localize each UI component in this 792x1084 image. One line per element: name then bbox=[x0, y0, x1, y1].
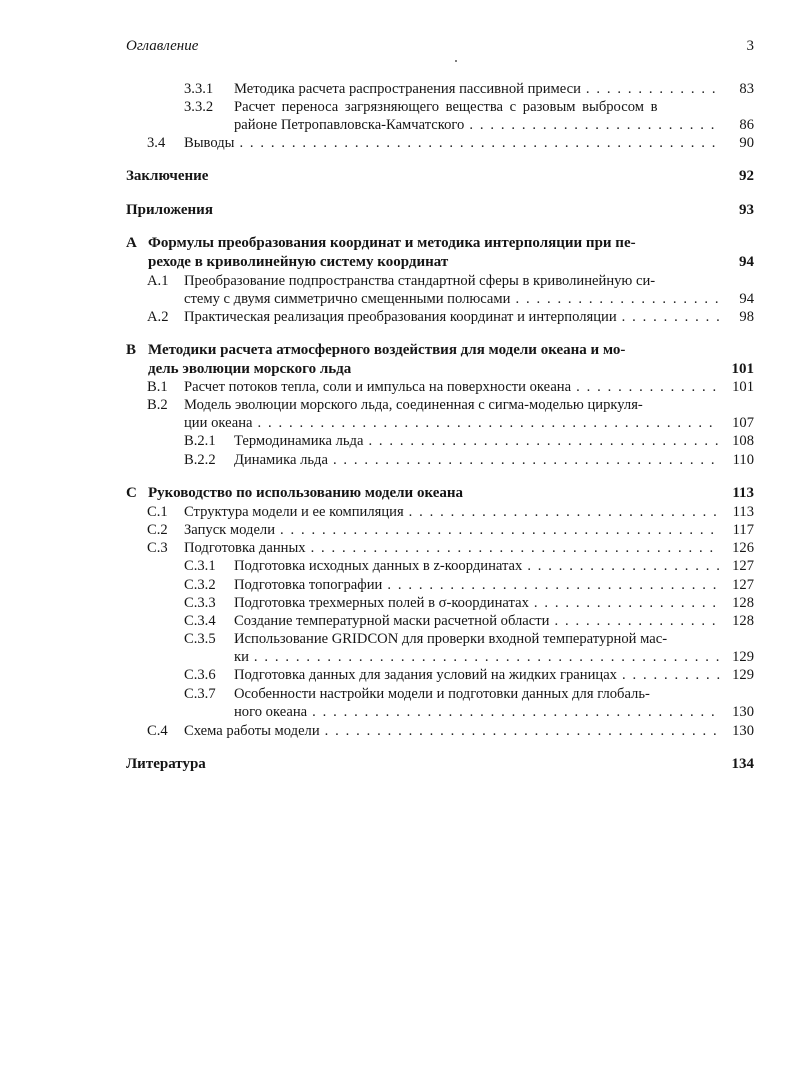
entry-title-line1: Особенности настройки модели и подготовки данных для глобаль- bbox=[234, 686, 650, 702]
entry-page: 127 bbox=[732, 577, 754, 593]
entry-title-line2: ции океана bbox=[184, 415, 253, 431]
entry-title: Практическая реализация преобразования координат и интерполяции bbox=[184, 309, 617, 325]
entry-page: 92 bbox=[739, 168, 754, 184]
toc-entry-c-3-5[interactable] bbox=[0, 630, 792, 666]
entry-page: 130 bbox=[732, 723, 754, 739]
toc-entry-c-3-2[interactable] bbox=[0, 576, 792, 594]
entry-title: Подготовка исходных данных в z-координатах bbox=[234, 558, 523, 574]
toc-entry-b-2[interactable] bbox=[0, 396, 792, 432]
running-title: Оглавление bbox=[126, 38, 199, 54]
entry-page: 98 bbox=[739, 309, 754, 325]
entry-number: C.3.2 bbox=[184, 577, 216, 593]
entry-title: Подготовка трехмерных полей в σ-координатах bbox=[234, 595, 529, 611]
entry-number: B bbox=[126, 342, 137, 358]
toc-chapter-a[interactable] bbox=[0, 234, 792, 272]
toc-chapter-conclusion[interactable] bbox=[0, 167, 792, 185]
entry-number: C.3.6 bbox=[184, 667, 216, 683]
entry-page: 113 bbox=[732, 504, 754, 520]
dot-leader bbox=[275, 521, 720, 539]
dot-leader bbox=[382, 576, 720, 594]
entry-page: 128 bbox=[732, 613, 754, 629]
entry-page: 101 bbox=[732, 379, 754, 395]
entry-page: 101 bbox=[731, 361, 754, 377]
toc-entry-b-2-2[interactable] bbox=[0, 451, 792, 469]
entry-title: Выводы bbox=[184, 135, 235, 151]
toc-entry-c-3-3[interactable] bbox=[0, 594, 792, 612]
entry-title-line2: ного океана bbox=[234, 704, 308, 720]
entry-title-line1: Преобразование подпространства стандартной сферы в криволинейную си- bbox=[184, 273, 656, 289]
toc-entry-3-3-2[interactable] bbox=[0, 98, 792, 134]
dot-leader bbox=[510, 290, 720, 308]
entry-page: 113 bbox=[732, 485, 754, 501]
toc-entry-c-3-7[interactable] bbox=[0, 685, 792, 721]
entry-title: Руководство по использованию модели океана bbox=[148, 485, 464, 501]
entry-number: C.3.7 bbox=[184, 686, 216, 702]
entry-number: C.3.5 bbox=[184, 631, 216, 647]
toc-entry-3-4[interactable] bbox=[0, 134, 792, 152]
dot-leader bbox=[464, 116, 720, 134]
dot-leader bbox=[328, 451, 720, 469]
entry-title-line1: Модель эволюции морского льда, соединенная с сигма-моделью циркуля- bbox=[184, 397, 643, 413]
entry-title: Приложения bbox=[126, 202, 213, 218]
entry-title: Расчет потоков тепла, соли и импульса на поверхности океана bbox=[184, 379, 572, 395]
entry-page: 94 bbox=[739, 254, 754, 270]
entry-title: Создание температурной маски расчетной области bbox=[234, 613, 550, 629]
entry-number: C.4 bbox=[147, 723, 168, 739]
entry-title: Запуск модели bbox=[184, 522, 276, 538]
entry-page: 90 bbox=[739, 135, 754, 151]
entry-number: C.1 bbox=[147, 504, 168, 520]
entry-title-line2: стему с двумя симметрично смещенными полюсами bbox=[184, 291, 511, 307]
entry-number: 3.4 bbox=[147, 135, 166, 151]
entry-page: 126 bbox=[732, 540, 754, 556]
entry-number: B.2.2 bbox=[184, 452, 216, 468]
toc-entry-c-3-1[interactable] bbox=[0, 557, 792, 575]
entry-page: 117 bbox=[732, 522, 754, 538]
entry-page: 130 bbox=[732, 704, 754, 720]
entry-number: C.3 bbox=[147, 540, 168, 556]
dot-leader bbox=[253, 414, 720, 432]
entry-page: 94 bbox=[739, 291, 754, 307]
entry-title-line1: Формулы преобразования координат и методика интерполяции при пе- bbox=[148, 235, 636, 251]
entry-title: Заключение bbox=[126, 168, 209, 184]
entry-page: 134 bbox=[731, 756, 754, 772]
dot-leader bbox=[249, 648, 720, 666]
dot-leader bbox=[307, 703, 720, 721]
toc-entry-b-1[interactable] bbox=[0, 378, 792, 396]
dot-leader bbox=[320, 722, 720, 740]
entry-page: 110 bbox=[732, 452, 754, 468]
entry-title-line1: Методики расчета атмосферного воздействия для модели океана и мо- bbox=[148, 342, 626, 358]
toc-chapter-b[interactable] bbox=[0, 341, 792, 379]
dot-leader bbox=[549, 612, 720, 630]
toc-entry-c-3-6[interactable] bbox=[0, 666, 792, 684]
entry-number: A.1 bbox=[147, 273, 169, 289]
entry-title: Подготовка топографии bbox=[234, 577, 383, 593]
entry-number: C.3.1 bbox=[184, 558, 216, 574]
toc-entry-a-2[interactable] bbox=[0, 308, 792, 326]
entry-title-line1: Расчет переноса загрязняющего вещества с разовым выбросом в bbox=[234, 99, 658, 115]
dot-leader bbox=[617, 308, 720, 326]
dot-leader bbox=[522, 557, 720, 575]
entry-title: Литература bbox=[126, 756, 206, 772]
entry-page: 127 bbox=[732, 558, 754, 574]
entry-page: 83 bbox=[739, 81, 754, 97]
entry-page: 93 bbox=[739, 202, 754, 218]
entry-number: B.1 bbox=[147, 379, 168, 395]
dot-leader bbox=[234, 134, 720, 152]
entry-title-line2: районе Петропавловска-Камчатского bbox=[234, 117, 465, 133]
entry-number: B.2.1 bbox=[184, 433, 216, 449]
dot-leader bbox=[306, 539, 720, 557]
print-speck bbox=[455, 60, 457, 62]
entry-title-line2: дель эволюции морского льда bbox=[148, 361, 352, 377]
entry-title: Динамика льда bbox=[234, 452, 328, 468]
toc-entry-b-2-1[interactable] bbox=[0, 432, 792, 450]
entry-page: 86 bbox=[739, 117, 754, 133]
entry-title-line2: реходе в криволинейную систему координат bbox=[148, 254, 449, 270]
toc-entry-c-3[interactable] bbox=[0, 539, 792, 557]
entry-page: 107 bbox=[732, 415, 754, 431]
entry-title: Подготовка данных для задания условий на жидких границах bbox=[234, 667, 617, 683]
entry-number: C.3.4 bbox=[184, 613, 216, 629]
entry-title: Методика расчета распространения пассивной примеси bbox=[234, 81, 581, 97]
entry-title: Схема работы модели bbox=[184, 723, 320, 739]
entry-page: 129 bbox=[732, 667, 754, 683]
entry-number: B.2 bbox=[147, 397, 168, 413]
toc-entry-c-1[interactable] bbox=[0, 503, 792, 521]
toc-chapter-c[interactable] bbox=[0, 484, 792, 502]
entry-page: 129 bbox=[732, 649, 754, 665]
toc-entry-3-3-1[interactable] bbox=[0, 80, 792, 98]
entry-number: C bbox=[126, 485, 137, 501]
toc-entry-c-2[interactable] bbox=[0, 521, 792, 539]
entry-title-line1: Использование GRIDCON для проверки входной температурной мас- bbox=[234, 631, 668, 647]
entry-number: C.2 bbox=[147, 522, 168, 538]
entry-number: 3.3.2 bbox=[184, 99, 214, 115]
entry-number: A bbox=[126, 235, 137, 251]
toc-chapter-references[interactable] bbox=[0, 755, 792, 773]
entry-number: A.2 bbox=[147, 309, 169, 325]
toc-entry-a-1[interactable] bbox=[0, 272, 792, 308]
entry-number: 3.3.1 bbox=[184, 81, 214, 97]
entry-page: 128 bbox=[732, 595, 754, 611]
dot-leader bbox=[617, 666, 720, 684]
entry-page: 108 bbox=[732, 433, 754, 449]
dot-leader bbox=[363, 432, 720, 450]
dot-leader bbox=[571, 378, 720, 396]
entry-number: C.3.3 bbox=[184, 595, 216, 611]
entry-title: Структура модели и ее компиляция bbox=[184, 504, 404, 520]
entry-title-line2: ки bbox=[234, 649, 249, 665]
page-number: 3 bbox=[746, 38, 754, 54]
toc-entry-c-4[interactable] bbox=[0, 722, 792, 740]
dot-leader bbox=[404, 503, 720, 521]
entry-title: Подготовка данных bbox=[184, 540, 306, 556]
dot-leader bbox=[581, 80, 720, 98]
entry-title: Термодинамика льда bbox=[234, 433, 364, 449]
toc-entry-c-3-4[interactable] bbox=[0, 612, 792, 630]
toc-chapter-appendices[interactable] bbox=[0, 201, 792, 219]
dot-leader bbox=[529, 594, 720, 612]
